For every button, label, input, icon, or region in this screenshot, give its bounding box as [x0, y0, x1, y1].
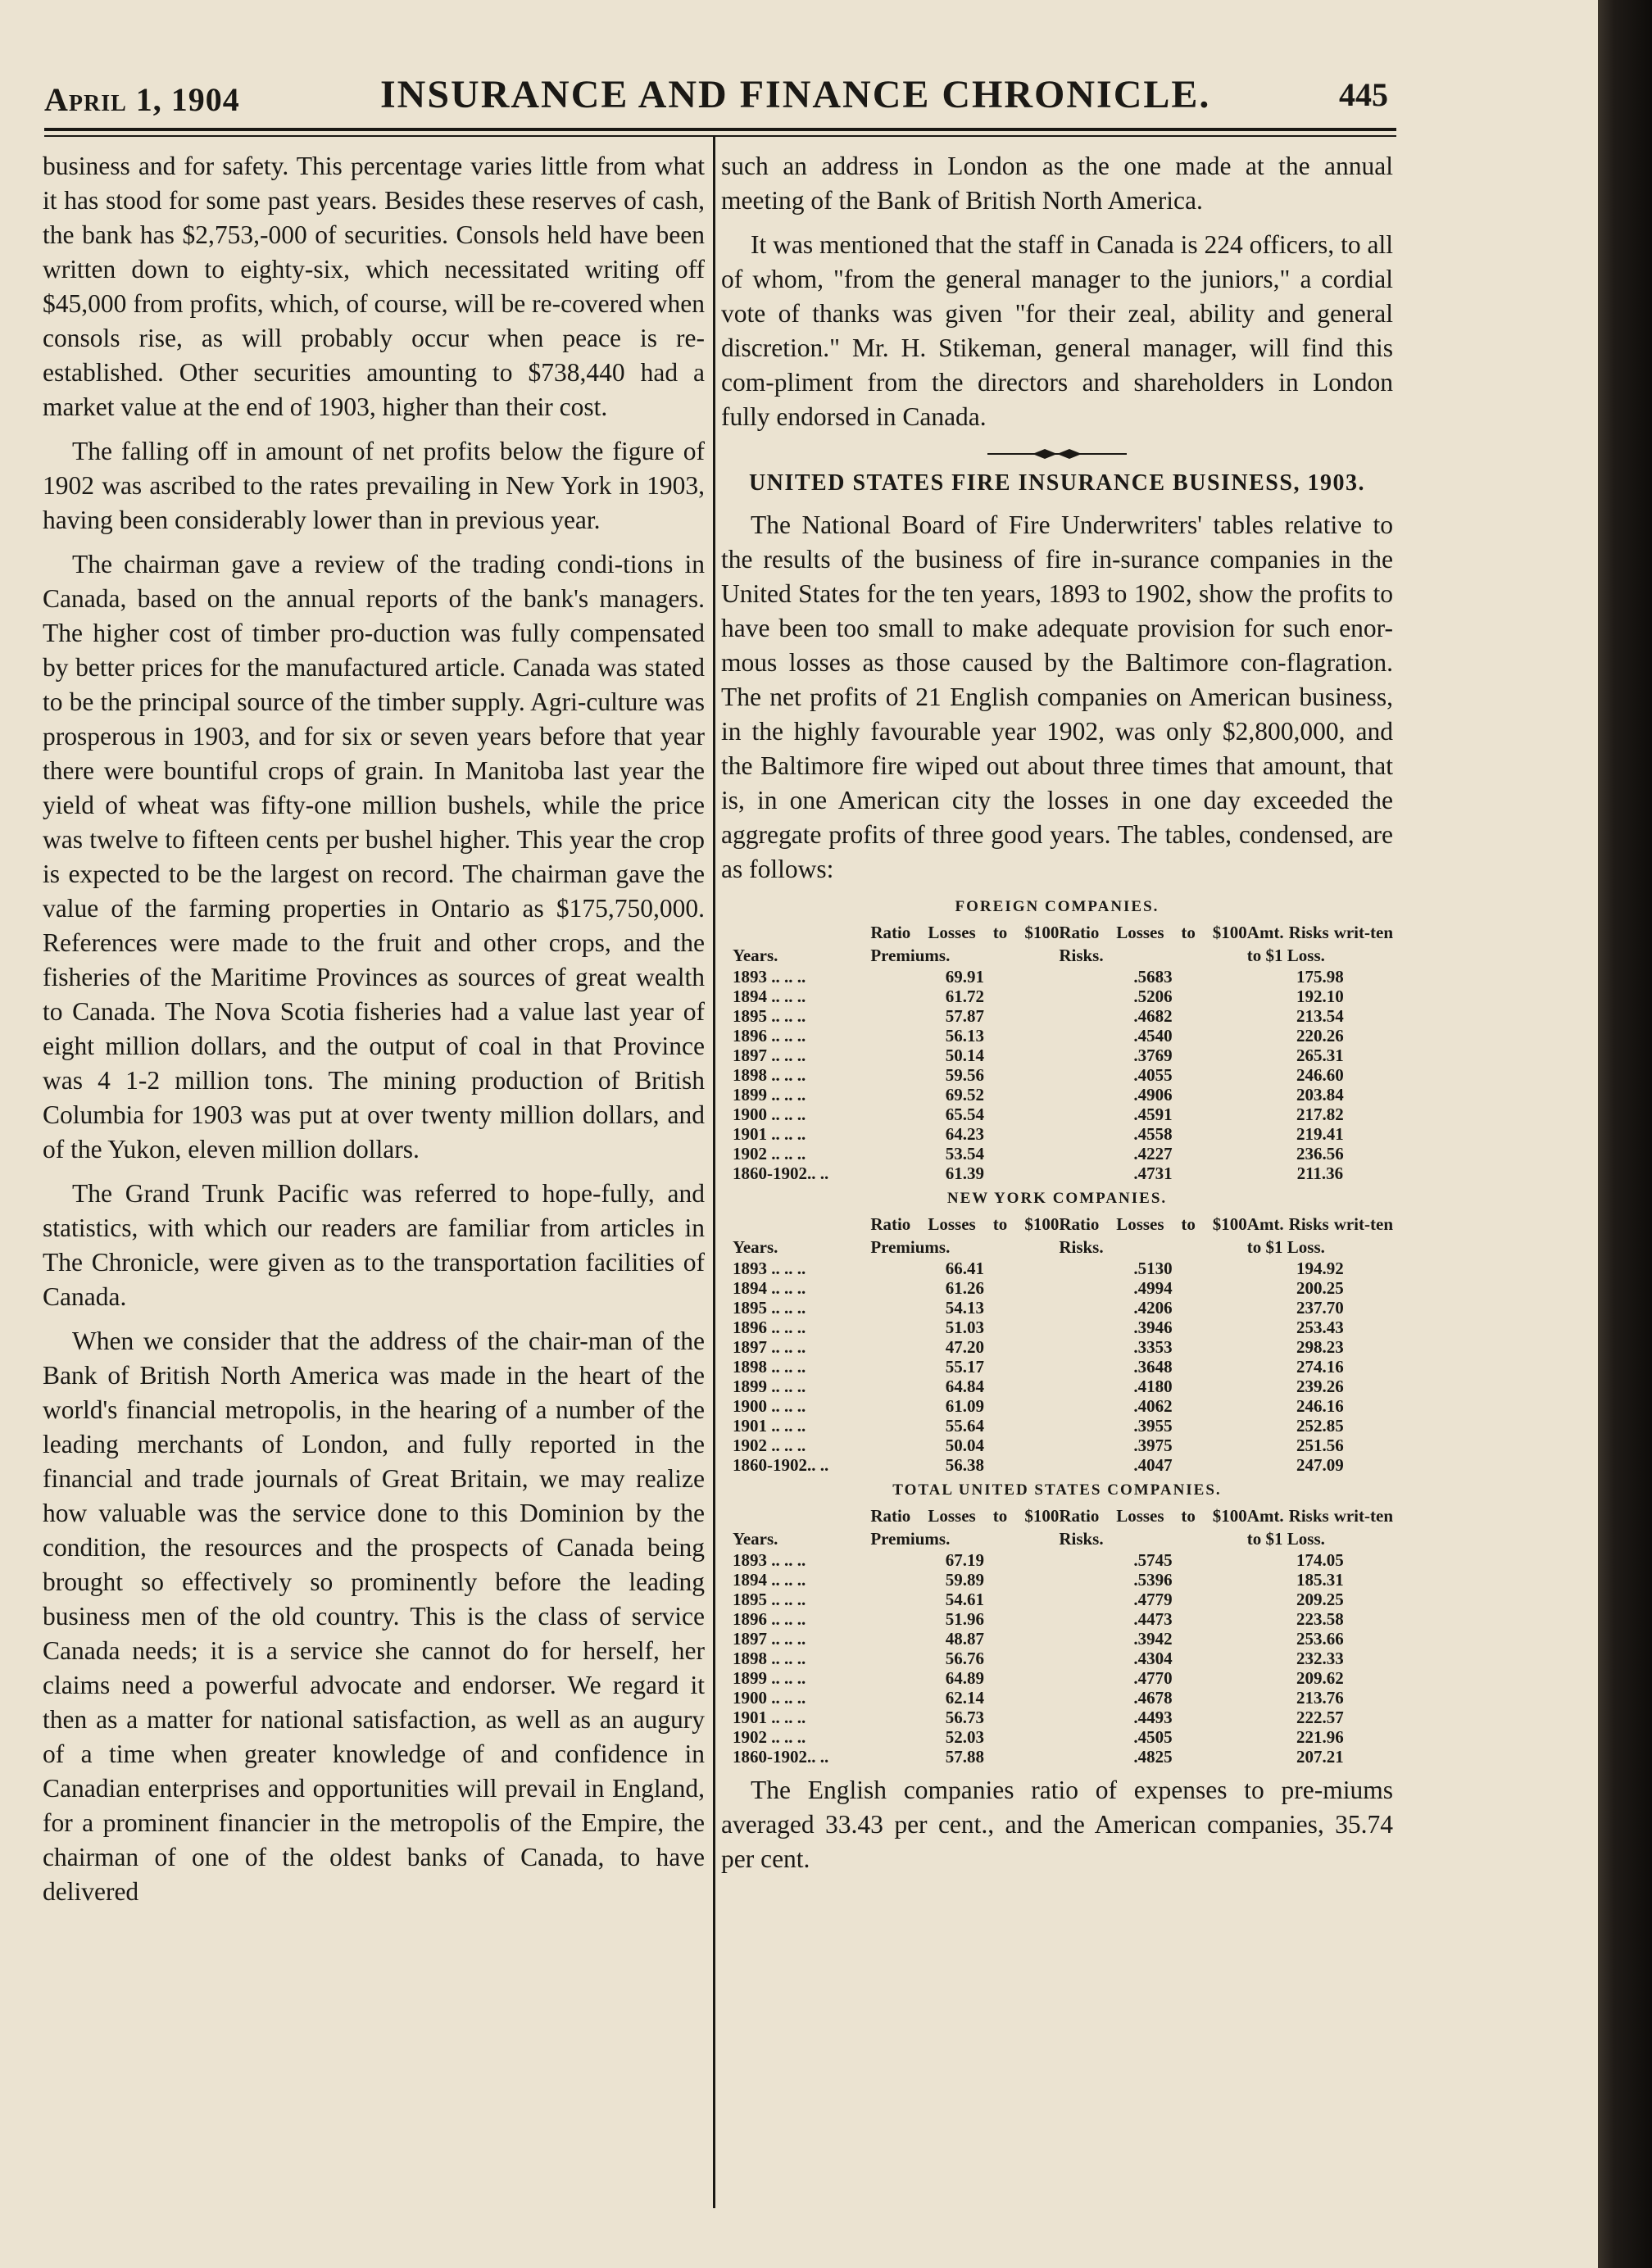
value-cell: .4540: [1133, 1026, 1173, 1046]
paragraph: business and for safety. This percentage varies little from what it has stood for some past years. Besides these reserves of cash, the bank has $2,753,-000 of securities. Consols held have been written down to eighty-six, which necessitated writing off $45,000 from profits, which, of course, will be re-covered when consols rise, as will probably occur when peace is re-established. Other securities amounting to $738,440 had a market value at the end of 1903, higher than their cost.: [43, 152, 705, 421]
table-row: [733, 1747, 1393, 1767]
year-cell: 1902 .. .. ..: [733, 1727, 806, 1747]
statistics-tables: [721, 896, 1393, 1767]
table-row: [733, 1416, 1393, 1436]
value-cell: 56.76: [945, 1649, 984, 1668]
year-cell: 1901 .. .. ..: [733, 1416, 806, 1436]
value-cell: 211.36: [1296, 1163, 1344, 1183]
header-rule-thin: [44, 135, 1396, 137]
value-cell: .4505: [1133, 1727, 1173, 1747]
value-cell: 223.58: [1296, 1609, 1344, 1629]
value-cell: 66.41: [945, 1259, 984, 1278]
value-cell: .4227: [1133, 1144, 1173, 1163]
value-cell: 251.56: [1296, 1436, 1344, 1455]
year-cell: 1893 .. .. ..: [733, 1550, 806, 1570]
value-cell: 61.39: [945, 1163, 984, 1183]
value-cell: 174.05: [1296, 1550, 1344, 1570]
table-row: [733, 1609, 1393, 1629]
paragraph: It was mentioned that the staff in Canada is 224 officers, to all of whom, "from the general manager to the juniors," a cordial vote of thanks was given "for their zeal, ability and general discretion." Mr. H. Stikeman, general manager, will find this com-pliment from the directors and shareholders in London fully endorsed in Canada.: [721, 230, 1393, 431]
value-cell: .3946: [1133, 1318, 1173, 1337]
value-cell: 54.13: [945, 1298, 984, 1318]
year-cell: 1894 .. .. ..: [733, 1278, 806, 1298]
table-row: [733, 1570, 1393, 1590]
value-cell: .5206: [1133, 987, 1173, 1006]
value-cell: 69.52: [945, 1085, 984, 1105]
year-cell: 1898 .. .. ..: [733, 1649, 806, 1668]
table-row: [733, 987, 1393, 1006]
table-row: [733, 1550, 1393, 1570]
column-header: Years.: [733, 1237, 778, 1257]
year-cell: 1899 .. .. ..: [733, 1668, 806, 1688]
value-cell: 56.38: [945, 1455, 984, 1475]
value-cell: 54.61: [945, 1590, 984, 1609]
value-cell: .4591: [1133, 1105, 1173, 1124]
value-cell: 64.23: [945, 1124, 984, 1144]
paragraph: The National Board of Fire Underwriters' tables relative to the results of the business of fire in-surance companies in the United States for the ten years, 1893 to 1902, show the profits to have been too small to make adequate provision for such enor-mous losses as those caused by the Baltimore con-flagration. The net profits of 21 English companies on American business, in the highly favourable year 1902, was only $2,800,000, and the Baltimore fire wiped out about three times that amount, that is, in one American city the losses in one day exceeded the aggregate profits of three good years. The tables, condensed, are as follows:: [721, 510, 1393, 883]
value-cell: 47.20: [945, 1337, 984, 1357]
year-cell: 1900 .. .. ..: [733, 1105, 806, 1124]
value-cell: 298.23: [1296, 1337, 1344, 1357]
value-cell: .4062: [1133, 1396, 1173, 1416]
section-title: UNITED STATES FIRE INSURANCE BUSINESS, 1903.: [749, 470, 1365, 496]
value-cell: 213.54: [1296, 1006, 1344, 1026]
table-row: [733, 967, 1393, 987]
value-cell: 246.16: [1296, 1396, 1344, 1416]
value-cell: 57.87: [945, 1006, 984, 1026]
year-cell: 1897 .. .. ..: [733, 1337, 806, 1357]
table-title: FOREIGN COMPANIES.: [955, 898, 1160, 915]
table-title: NEW YORK COMPANIES.: [946, 1190, 1168, 1207]
data-table: [733, 1504, 1393, 1767]
value-cell: 57.88: [945, 1747, 984, 1767]
value-cell: .4682: [1133, 1006, 1173, 1026]
year-cell: 1898 .. .. ..: [733, 1065, 806, 1085]
value-cell: 252.85: [1296, 1416, 1344, 1436]
table-row: [733, 1124, 1393, 1144]
value-cell: .4825: [1133, 1747, 1173, 1767]
year-cell: 1901 .. .. ..: [733, 1124, 806, 1144]
year-cell: 1902 .. .. ..: [733, 1144, 806, 1163]
value-cell: 247.09: [1296, 1455, 1344, 1475]
value-cell: 185.31: [1296, 1570, 1344, 1590]
column-header: Years.: [733, 1529, 778, 1549]
value-cell: .4994: [1133, 1278, 1173, 1298]
table-row: [733, 1629, 1393, 1649]
value-cell: .4558: [1133, 1124, 1173, 1144]
value-cell: 253.66: [1296, 1629, 1344, 1649]
table-header-row: [733, 1504, 1393, 1550]
table-row: [733, 1590, 1393, 1609]
table-row: [733, 1144, 1393, 1163]
value-cell: .4770: [1133, 1668, 1173, 1688]
value-cell: .3648: [1133, 1357, 1173, 1377]
year-cell: 1897 .. .. ..: [733, 1046, 806, 1065]
year-cell: 1901 .. .. ..: [733, 1708, 806, 1727]
column-header: Ratio Losses to $100 Risks.: [1059, 923, 1247, 965]
left-column: [43, 149, 705, 1919]
year-cell: 1860-1902.. ..: [733, 1163, 829, 1183]
paragraph: The falling off in amount of net profits below the figure of 1902 was ascribed to the rates prevailing in New York in 1903, having been considerably lower than in previous year.: [43, 437, 705, 534]
table-row: [733, 1436, 1393, 1455]
paragraph: When we consider that the address of the chair-man of the Bank of British North America was made in the heart of the world's financial metropolis, in the hearing of a number of the leading merchants of London, and fully reported in the financial and trade journals of Great Britain, we may realize how valuable was the service done to this Dominion by the condition, the resources and the prospects of Canada being brought so effectively so prominently before the leading business men of the old country. This is the class of service Canada needs; it is a service she cannot do for herself, her claims need a powerful advocate and endorser. We regard it then as a matter for national satisfaction, as well as an augury of a time when greater knowledge of and confidence in Canadian enterprises and opportunities will prevail in England, for a prominent financier in the metropolis of the Empire, the chairman of one of the oldest banks of Canada, to have delivered: [43, 1327, 705, 1906]
table-row: [733, 1278, 1393, 1298]
paragraph: The English companies ratio of expenses to pre-miums averaged 33.43 per cent., and the American companies, 35.74 per cent.: [721, 1776, 1393, 1873]
value-cell: .4473: [1133, 1609, 1173, 1629]
table-row: [733, 1688, 1393, 1708]
year-cell: 1900 .. .. ..: [733, 1396, 806, 1416]
value-cell: .4055: [1133, 1065, 1173, 1085]
year-cell: 1893 .. .. ..: [733, 1259, 806, 1278]
year-cell: 1893 .. .. ..: [733, 967, 806, 987]
value-cell: 56.13: [945, 1026, 984, 1046]
page-edge: [1598, 0, 1652, 2268]
value-cell: .5130: [1133, 1259, 1173, 1278]
value-cell: .3942: [1133, 1629, 1173, 1649]
year-cell: 1894 .. .. ..: [733, 987, 806, 1006]
publication-title: INSURANCE AND FINANCE CHRONICLE.: [380, 73, 1211, 116]
value-cell: 209.62: [1296, 1668, 1344, 1688]
value-cell: 232.33: [1296, 1649, 1344, 1668]
table-row: [733, 1298, 1393, 1318]
table-row: [733, 1727, 1393, 1747]
value-cell: 221.96: [1296, 1727, 1344, 1747]
value-cell: 62.14: [945, 1688, 984, 1708]
value-cell: .4731: [1133, 1163, 1173, 1183]
year-cell: 1860-1902.. ..: [733, 1747, 829, 1767]
ornament-divider: [721, 444, 1393, 460]
paragraph: such an address in London as the one made at the annual meeting of the Bank of British North America.: [721, 152, 1393, 215]
value-cell: 52.03: [945, 1727, 984, 1747]
value-cell: .3353: [1133, 1337, 1173, 1357]
value-cell: 67.19: [945, 1550, 984, 1570]
data-table: [733, 1213, 1393, 1475]
value-cell: 55.64: [945, 1416, 984, 1436]
value-cell: 192.10: [1296, 987, 1344, 1006]
year-cell: 1896 .. .. ..: [733, 1609, 806, 1629]
table-row: [733, 1259, 1393, 1278]
year-cell: 1895 .. .. ..: [733, 1298, 806, 1318]
value-cell: 209.25: [1296, 1590, 1344, 1609]
value-cell: .3975: [1133, 1436, 1173, 1455]
value-cell: 207.21: [1296, 1747, 1344, 1767]
table-row: [733, 1377, 1393, 1396]
table-row: [733, 1318, 1393, 1337]
value-cell: 194.92: [1296, 1259, 1344, 1278]
year-cell: 1899 .. .. ..: [733, 1085, 806, 1105]
value-cell: 274.16: [1296, 1357, 1344, 1377]
value-cell: .3955: [1133, 1416, 1173, 1436]
table-row: [733, 1085, 1393, 1105]
value-cell: 246.60: [1296, 1065, 1344, 1085]
column-header: Amt. Risks writ-ten to $1 Loss.: [1246, 923, 1393, 965]
value-cell: 64.89: [945, 1668, 984, 1688]
value-cell: 61.72: [945, 987, 984, 1006]
right-column: [721, 149, 1393, 1886]
value-cell: 253.43: [1296, 1318, 1344, 1337]
table-row: [733, 1163, 1393, 1183]
value-cell: 222.57: [1296, 1708, 1344, 1727]
year-cell: 1860-1902.. ..: [733, 1455, 829, 1475]
value-cell: 237.70: [1296, 1298, 1344, 1318]
table-row: [733, 1668, 1393, 1688]
value-cell: 59.89: [945, 1570, 984, 1590]
column-header: Amt. Risks writ-ten to $1 Loss.: [1246, 1506, 1393, 1549]
data-table: [733, 921, 1393, 1183]
value-cell: .4779: [1133, 1590, 1173, 1609]
value-cell: .3769: [1133, 1046, 1173, 1065]
value-cell: 59.56: [945, 1065, 984, 1085]
column-header: Ratio Losses to $100 Premiums.: [870, 1214, 1060, 1257]
ornament-icon: [987, 447, 1127, 460]
table-row: [733, 1026, 1393, 1046]
value-cell: 55.17: [945, 1357, 984, 1377]
value-cell: 61.09: [945, 1396, 984, 1416]
table-row: [733, 1105, 1393, 1124]
value-cell: 51.03: [945, 1318, 984, 1337]
issue-date: April 1, 1904: [44, 81, 240, 118]
paragraph: The Grand Trunk Pacific was referred to hope-fully, and statistics, with which our readers are familiar from articles in The Chronicle, were given as to the transportation facilities of Canada.: [43, 1179, 705, 1311]
table-header-row: [733, 921, 1393, 967]
value-cell: 203.84: [1296, 1085, 1344, 1105]
value-cell: 61.26: [945, 1278, 984, 1298]
table-title: TOTAL UNITED STATES COMPANIES.: [892, 1481, 1222, 1499]
page-header: [44, 72, 1388, 121]
value-cell: .4206: [1133, 1298, 1173, 1318]
value-cell: 69.91: [945, 967, 984, 987]
year-cell: 1895 .. .. ..: [733, 1590, 806, 1609]
value-cell: .4906: [1133, 1085, 1173, 1105]
value-cell: .4493: [1133, 1708, 1173, 1727]
header-rule: [44, 128, 1396, 131]
column-header: Years.: [733, 946, 778, 965]
value-cell: 217.82: [1296, 1105, 1344, 1124]
table-row: [733, 1337, 1393, 1357]
value-cell: 56.73: [945, 1708, 984, 1727]
column-header: Ratio Losses to $100 Premiums.: [870, 1506, 1060, 1549]
table-row: [733, 1006, 1393, 1026]
year-cell: 1902 .. .. ..: [733, 1436, 806, 1455]
value-cell: .5396: [1133, 1570, 1173, 1590]
year-cell: 1895 .. .. ..: [733, 1006, 806, 1026]
value-cell: .4304: [1133, 1649, 1173, 1668]
value-cell: 220.26: [1296, 1026, 1344, 1046]
column-header: Ratio Losses to $100 Premiums.: [870, 923, 1060, 965]
table-header-row: [733, 1213, 1393, 1259]
column-header: Ratio Losses to $100 Risks.: [1059, 1506, 1247, 1549]
value-cell: 175.98: [1296, 967, 1344, 987]
column-header: Ratio Losses to $100 Risks.: [1059, 1214, 1247, 1257]
value-cell: 51.96: [945, 1609, 984, 1629]
value-cell: .4678: [1133, 1688, 1173, 1708]
value-cell: .5683: [1133, 967, 1173, 987]
value-cell: .4047: [1133, 1455, 1173, 1475]
year-cell: 1897 .. .. ..: [733, 1629, 806, 1649]
value-cell: 239.26: [1296, 1377, 1344, 1396]
value-cell: 65.54: [945, 1105, 984, 1124]
value-cell: 200.25: [1296, 1278, 1344, 1298]
year-cell: 1894 .. .. ..: [733, 1570, 806, 1590]
year-cell: 1900 .. .. ..: [733, 1688, 806, 1708]
value-cell: 50.04: [945, 1436, 984, 1455]
table-row: [733, 1396, 1393, 1416]
table-row: [733, 1065, 1393, 1085]
paragraph: The chairman gave a review of the trading condi-tions in Canada, based on the annual reports of the bank's managers. The higher cost of timber pro-duction was fully compensated by better prices for the manufactured article. Canada was stated to be the principal source of the timber supply. Agri-culture was prosperous in 1903, and for six or seven years before that year there were bountiful crops of grain. In Manitoba last year the yield of wheat was fifty-one million bushels, while the price was twelve to fifteen cents per bushel higher. This year the crop is expected to be the largest on record. The chairman gave the value of the farming properties in Ontario as $175,750,000. References were made to the fruit and other crops, and the fisheries of the Maritime Provinces as sources of great wealth to Canada. The Nova Scotia fisheries had a value last year of eight million dollars, and the output of coal in that Province was 4 1-2 million tons. The mining production of British Columbia for 1903 was put at over twenty million dollars, and of the Yukon, eleven million dollars.: [43, 550, 705, 1163]
table-row: [733, 1708, 1393, 1727]
table-row: [733, 1046, 1393, 1065]
value-cell: 213.76: [1296, 1688, 1344, 1708]
year-cell: 1896 .. .. ..: [733, 1318, 806, 1337]
value-cell: 50.14: [945, 1046, 984, 1065]
column-header: Amt. Risks writ-ten to $1 Loss.: [1246, 1214, 1393, 1257]
year-cell: 1899 .. .. ..: [733, 1377, 806, 1396]
year-cell: 1898 .. .. ..: [733, 1357, 806, 1377]
value-cell: .4180: [1133, 1377, 1173, 1396]
table-row: [733, 1649, 1393, 1668]
page-number: 445: [1339, 76, 1388, 113]
value-cell: 236.56: [1296, 1144, 1344, 1163]
value-cell: 64.84: [945, 1377, 984, 1396]
column-divider: [713, 135, 715, 2208]
year-cell: 1896 .. .. ..: [733, 1026, 806, 1046]
value-cell: 219.41: [1296, 1124, 1344, 1144]
value-cell: 265.31: [1296, 1046, 1344, 1065]
value-cell: .5745: [1133, 1550, 1173, 1570]
table-row: [733, 1455, 1393, 1475]
value-cell: 53.54: [945, 1144, 984, 1163]
value-cell: 48.87: [945, 1629, 984, 1649]
table-row: [733, 1357, 1393, 1377]
